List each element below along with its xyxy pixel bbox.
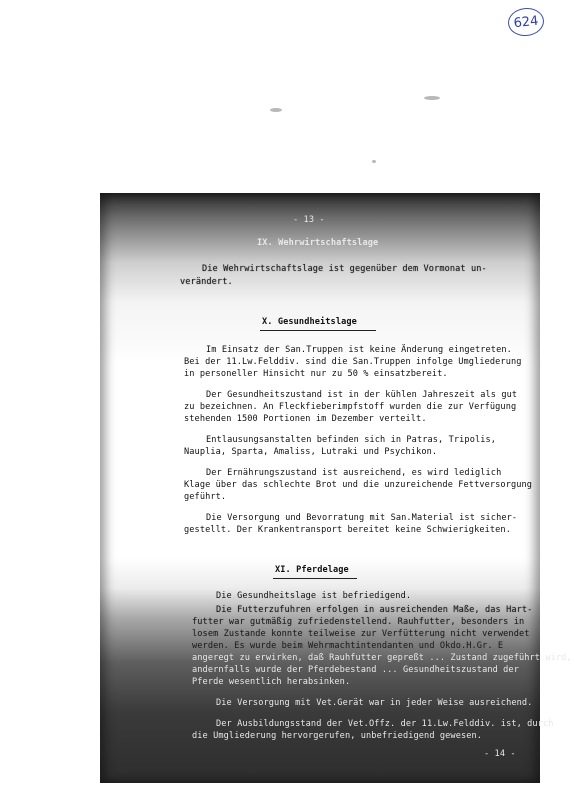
page-number-bottom: - 14 - xyxy=(484,749,516,759)
section-x-line: Die Versorgung und Bevorratung mit San.Material ist sicher- xyxy=(206,513,518,523)
section-x-line: Entlausungsanstalten befinden sich in Patras, Tripolis, xyxy=(206,435,497,445)
section-x-line: in personeller Hinsicht nur zu 50 % einsatzbereit. xyxy=(184,369,448,379)
section-xi-line: angeregt zu erwirken, daß Rauhfutter gepreßt ... Zustand zugeführt wird, xyxy=(192,653,572,663)
scan-speck xyxy=(424,96,440,100)
section-xi-line: die Umgliederung hervorgerufen, unbefriedigend gewesen. xyxy=(192,731,483,741)
section-x-line: gestellt. Der Krankentransport bereitet keine Schwierigkeiten. xyxy=(184,525,511,535)
section-x-line: Bei der 11.Lw.Felddiv. sind die San.Truppen infolge Umgliederung xyxy=(184,357,522,367)
section-xi-heading: XI. Pferdelage xyxy=(275,565,349,575)
section-x-line: Der Gesundheitszustand ist in der kühlen Jahreszeit als gut xyxy=(206,390,518,400)
section-x-heading: X. Gesundheitslage xyxy=(262,317,357,327)
scan-speck xyxy=(372,160,376,163)
section-xi-line: losem Zustande konnte teilweise zur Verfütterung nicht verwendet xyxy=(192,629,530,639)
section-ix-line: verändert. xyxy=(180,277,233,287)
section-ix-heading: IX. Wehrwirtschaftslage xyxy=(257,238,379,248)
section-xi-line: Pferde wesentlich herabsinken. xyxy=(192,677,351,687)
section-x-line: Klage über das schlechte Brot und die unzureichende Fettversorgung xyxy=(184,480,533,490)
section-x-line: stehenden 1500 Portionen im Dezember verteilt. xyxy=(184,414,427,424)
archive-stamp: 624 xyxy=(507,6,546,38)
section-xi-underline xyxy=(273,578,357,579)
page-number-top: - 13 - xyxy=(293,215,325,225)
section-x-line: zu bezeichnen. An Fleckfieberimpfstoff wurden die zur Verfügung xyxy=(184,402,517,412)
section-xi-line: futter war gutmäßig zufriedenstellend. Rauhfutter, besonders in xyxy=(192,617,525,627)
section-xi-line: Die Versorgung mit Vet.Gerät war in jeder Weise ausreichend. xyxy=(216,698,533,708)
section-x-line: geführt. xyxy=(184,492,227,502)
section-x-line: Im Einsatz der San.Truppen ist keine Änderung eingetreten. xyxy=(206,345,512,355)
section-xi-line: Der Ausbildungsstand der Vet.Offz. der 11.Lw.Felddiv. ist, durch xyxy=(216,719,554,729)
section-x-line: Nauplia, Sparta, Amaliss, Lutraki und Psychikon. xyxy=(184,447,438,457)
section-xi-line: andernfalls wurde der Pferdebestand ... Gesundheitszustand der xyxy=(192,665,519,675)
scanned-page xyxy=(100,193,572,783)
section-x-underline xyxy=(260,330,376,331)
scan-speck xyxy=(270,108,282,112)
section-xi-line: Die Gesundheitslage ist befriedigend. xyxy=(216,591,412,601)
section-x-line: Der Ernährungszustand ist ausreichend, es wird lediglich xyxy=(206,468,502,478)
section-xi-line: werden. Es wurde beim Wehrmachtintendanten und Okdo.H.Gr. E xyxy=(192,641,504,651)
section-xi-line: Die Futterzufuhren erfolgen in ausreichenden Maße, das Hart- xyxy=(216,605,533,615)
section-ix-line: Die Wehrwirtschaftslage ist gegenüber dem Vormonat un- xyxy=(202,264,487,274)
